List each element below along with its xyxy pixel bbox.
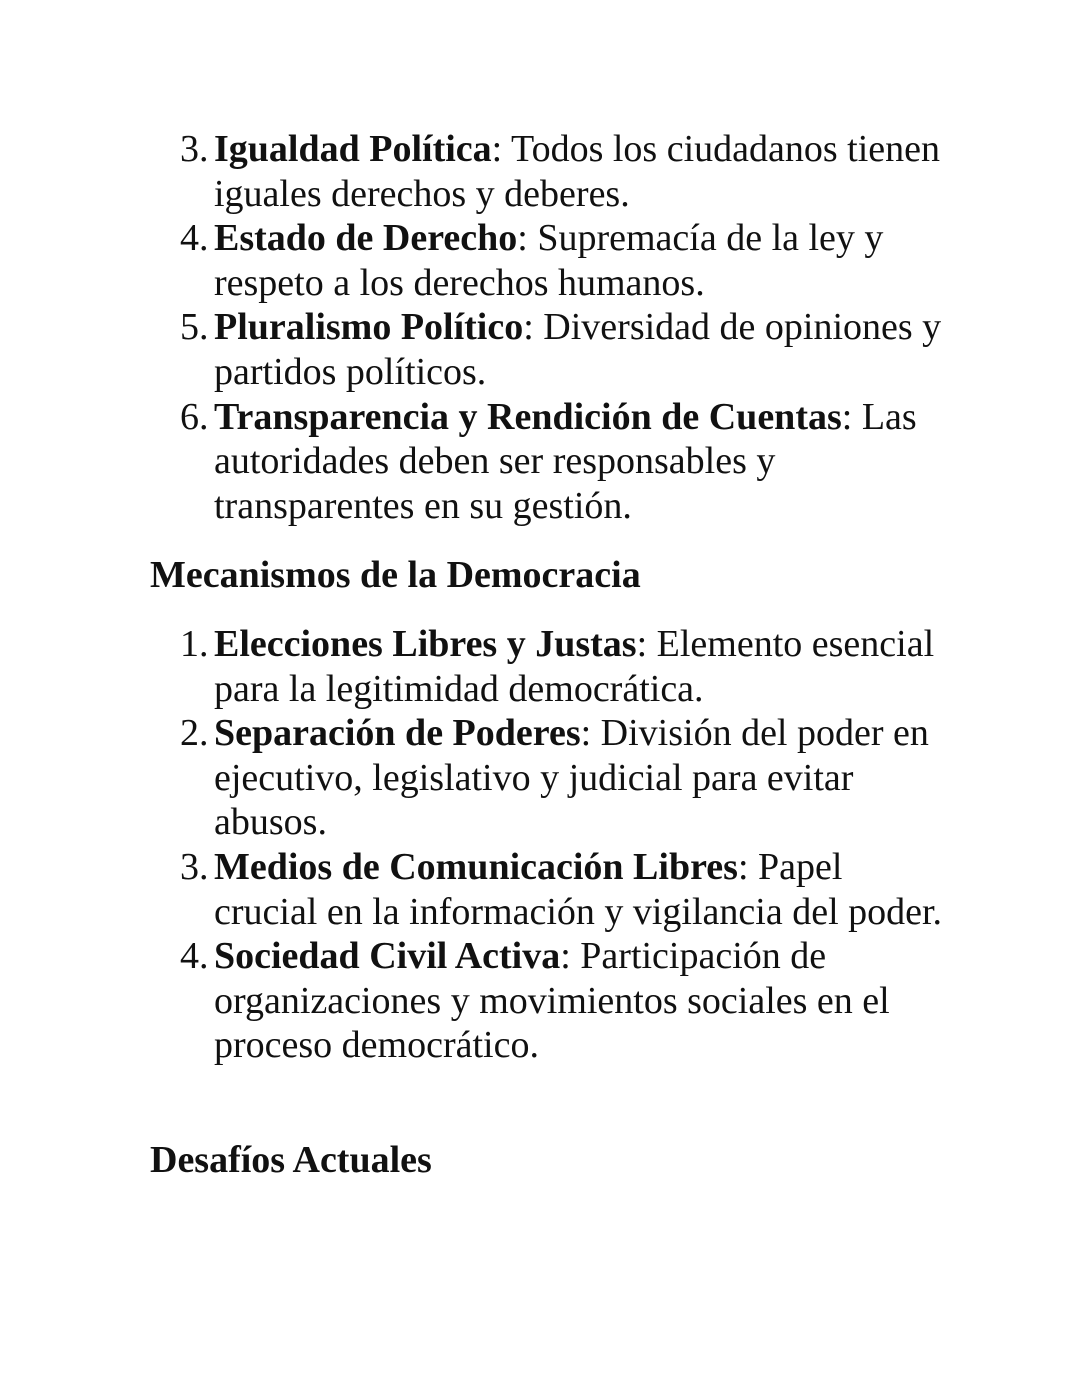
mechanisms-list [150,622,950,1068]
item-term: Elecciones Libres y Justas [214,623,637,665]
item-description: : Elemento esencial para la legitimidad democrática. [214,623,935,710]
item-number: 3. [180,128,209,170]
item-term: Transparencia y Rendición de Cuentas [214,395,842,438]
list-item [150,395,950,529]
item-number: 3. [180,845,209,888]
item-number: 4. [180,217,209,260]
item-number: 1. [180,623,209,665]
item-description: : Las autoridades deben ser responsables y transparentes en su gestión. [214,395,917,527]
item-description: : Diversidad de opiniones y partidos políticos. [214,306,942,393]
item-term: Medios de Comunicación Libres [214,845,738,888]
list-item [150,934,950,1068]
challenges-heading: Desafíos Actuales [150,1139,432,1181]
list-item [150,305,950,394]
item-term: Pluralismo Político [214,306,524,349]
item-number: 5. [180,306,209,349]
item-number: 2. [180,712,209,755]
list-item [150,216,950,305]
list-item [150,711,950,845]
item-term: Sociedad Civil Activa [214,935,561,978]
item-description: : Supremacía de la ley y respeto a los derechos humanos. [214,217,884,304]
item-number: 4. [180,935,209,978]
list-item [150,622,950,711]
item-term: Igualdad Política [214,128,492,170]
list-item [150,845,950,934]
list-item [150,127,950,216]
item-description: : División del poder en ejecutivo, legislativo y judicial para evitar abusos. [214,712,929,844]
item-description: : Papel crucial en la información y vigilancia del poder. [214,845,943,933]
item-term: Estado de Derecho [214,217,518,260]
principles-list [150,127,950,528]
mechanisms-heading: Mecanismos de la Democracia [150,554,641,596]
item-number: 6. [180,395,209,438]
item-description: : Participación de organizaciones y movimientos sociales en el proceso democrático. [214,935,890,1067]
item-description: : Todos los ciudadanos tienen iguales derechos y deberes. [214,128,941,215]
item-term: Separación de Poderes [214,712,581,755]
